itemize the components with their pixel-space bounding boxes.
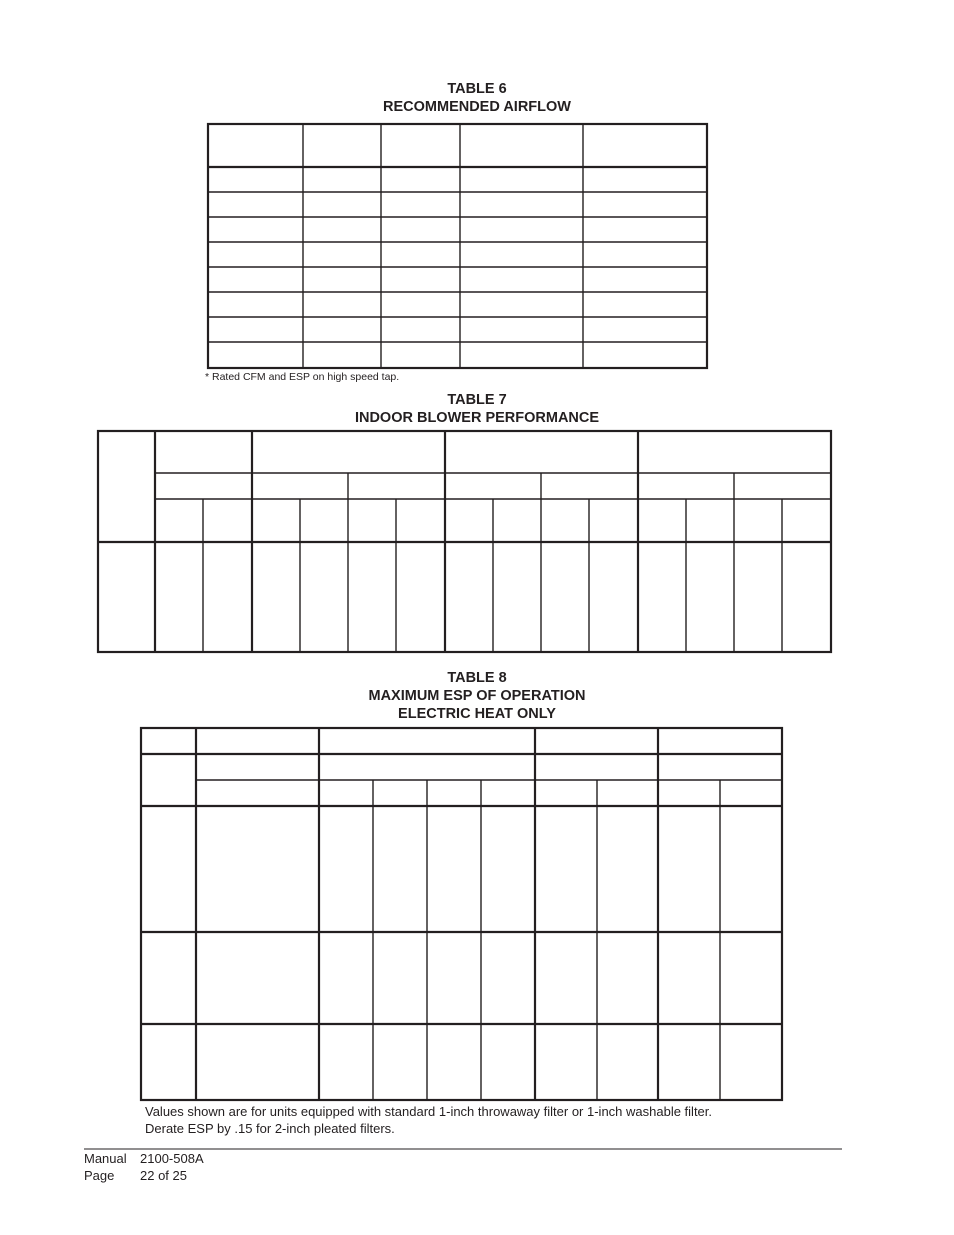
table6-label: TABLE 6 xyxy=(447,81,507,97)
table8-note-line1: Values shown are for units equipped with standard 1-inch throwaway filter or 1-inch washable filter. xyxy=(145,1104,713,1119)
footer-manual-number: 2100-508A xyxy=(140,1151,204,1166)
footer-page-value: 22 of 25 xyxy=(140,1168,187,1183)
footer-manual-label: Manual xyxy=(84,1151,127,1166)
table7-label: TABLE 7 xyxy=(447,392,507,408)
table6-footnote: * Rated CFM and ESP on high speed tap. xyxy=(205,371,400,383)
table8-subtitle: ELECTRIC HEAT ONLY xyxy=(398,706,556,722)
table8-note-line2: Derate ESP by .15 for 2-inch pleated filters. xyxy=(145,1121,395,1136)
table8-label: TABLE 8 xyxy=(447,670,507,686)
table8-title: MAXIMUM ESP OF OPERATION xyxy=(368,688,586,704)
table6-title: RECOMMENDED AIRFLOW xyxy=(383,99,571,115)
footer-page-label: Page xyxy=(84,1168,115,1183)
table7-title: INDOOR BLOWER PERFORMANCE xyxy=(354,410,600,426)
